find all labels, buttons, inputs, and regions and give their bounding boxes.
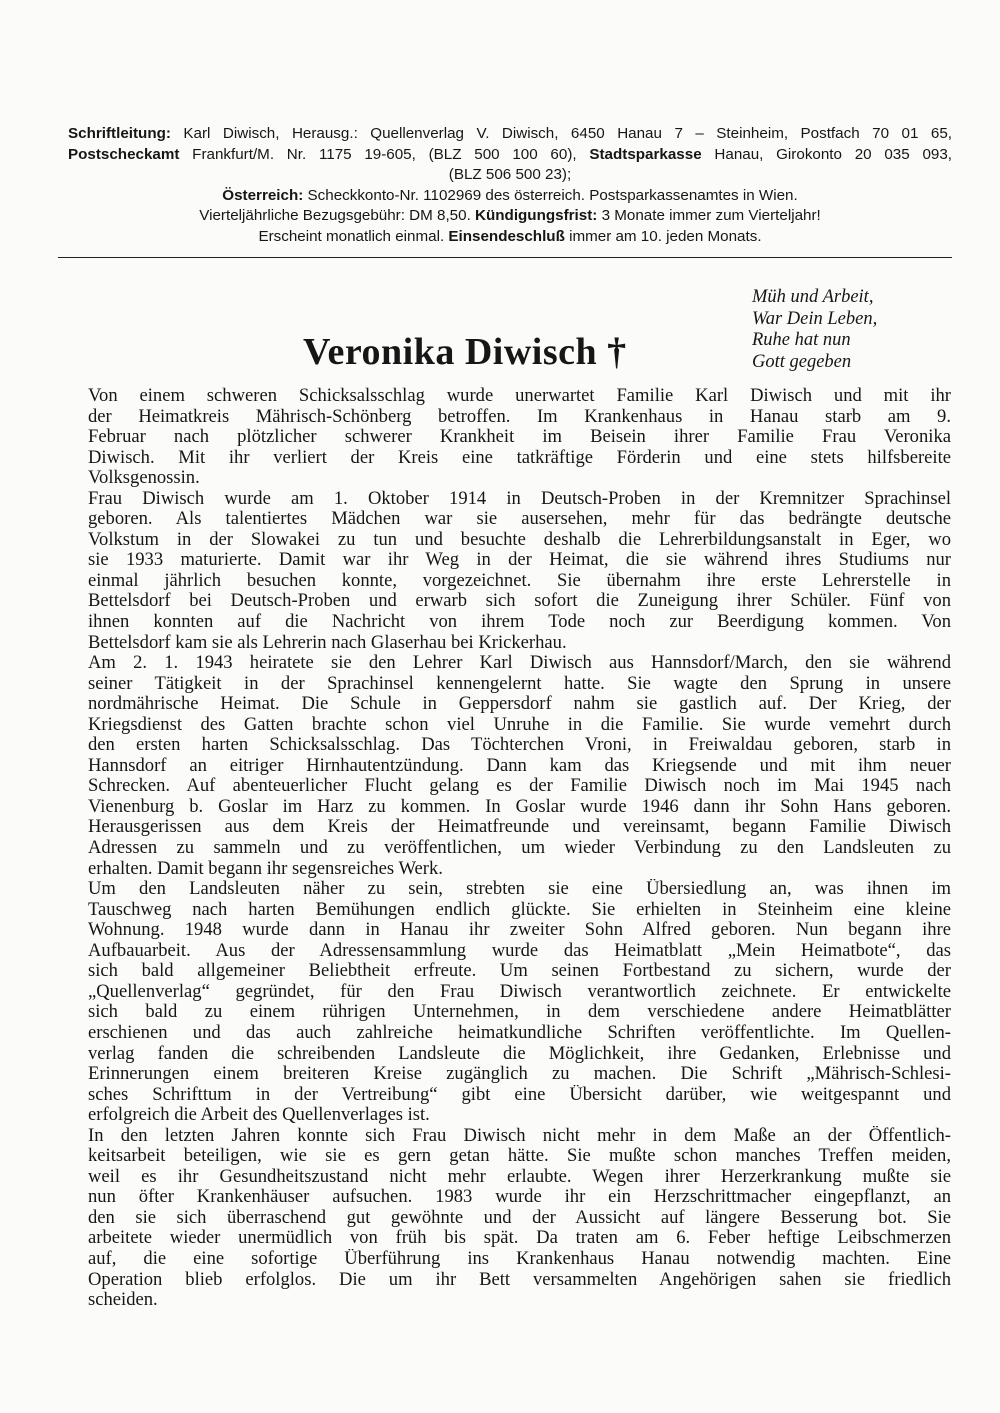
imprint-label: Postscheckamt: [68, 145, 180, 163]
body-line: den sie sich überraschend gut gewöhnte und der Aussicht auf längere Besserung bot. Sie: [88, 1207, 951, 1228]
memorial-verse: [752, 287, 877, 373]
imprint-text: Karl Diwisch, Herausg.: Quellenverlag V. Diwisch, 6450 Hanau 7 – Steinheim, Postfach 70 01 65,: [170, 125, 952, 142]
body-line: nordmährische Heimat. Die Schule in Geppersdorf nahm sie gastlich auf. Der Krieg, der: [88, 694, 951, 715]
body-line: keitsarbeit beteiligen, wie sie es gern getan hätte. Sie mußte schon manches Treffen meiden,: [88, 1146, 951, 1167]
body-line: In den letzten Jahren konnte sich Frau Diwisch nicht mehr in dem Maße an der Öffentlich-: [88, 1125, 951, 1146]
body-line: erhalten. Damit begann ihr segensreiches Werk.: [88, 858, 443, 879]
imprint-line: [68, 205, 952, 226]
body-line: Vienenburg b. Goslar im Harz zu kommen. In Goslar wurde 1946 dann ihr Sohn Hans geboren.: [88, 796, 951, 817]
body-line: Tauschweg nach harten Bemühungen endlich glückte. Sie erhielten in Steinheim eine kleine: [88, 899, 951, 920]
body-line: Von einem schweren Schicksalsschlag wurde unerwartet Familie Karl Diwisch und mit ihr: [88, 386, 951, 406]
imprint-line: [68, 185, 952, 206]
body-line: Bettelsdorf kam sie als Lehrerin nach Glaserhau bei Krickerhau.: [88, 632, 567, 653]
imprint-text: Erscheint monatlich einmal.: [258, 227, 449, 245]
imprint-label: Kündigungsfrist:: [475, 207, 598, 224]
body-line: den ersten harten Schicksalsschlag. Das Töchterchen Vroni, in Freiwaldau geboren, starb in: [88, 735, 951, 756]
body-line: „Quellenverlag“ gegründet, für den Frau Diwisch verantwortlich zeichnete. Er entwickelte: [88, 981, 951, 1002]
imprint-label: Stadtsparkasse: [589, 145, 702, 163]
body-line: nun öfter Krankenhäuser aufsuchen. 1983 wurde ihr ein Herzschrittmacher eingepflanzt, an: [88, 1187, 951, 1208]
imprint-label: Österreich:: [222, 186, 304, 204]
obituary-title: Veronika Diwisch †: [303, 331, 627, 373]
imprint-label: Einsendeschluß: [448, 227, 565, 245]
body-line: Hannsdorf an eitriger Hirnhautentzündung. Dann kam das Kriegsende und mit ihm neuer: [88, 755, 951, 776]
verse-line: Gott gegeben: [752, 351, 852, 372]
body-line: geboren. Als talentiertes Mädchen war sie ausersehen, mehr für das bedrängte deutsche: [88, 509, 951, 530]
body-line: sches Schrifttum in der Vertreibung“ gibt eine Übersicht darüber, wie weitgespannt und: [88, 1084, 951, 1105]
imprint-text: Frankfurt/M. Nr. 1175 19-605, (BLZ 500 100 60),: [179, 145, 590, 163]
body-line: Februar nach plötzlicher schwerer Krankheit im Beisein ihrer Familie Frau Veronika: [88, 427, 951, 448]
imprint-text: Hanau, Girokonto 20 035 093,: [701, 145, 952, 163]
body-line: sich bald allgemeiner Beliebtheit erfreute. Um seinen Fortbestand zu sichern, wurde der: [88, 961, 951, 982]
imprint-line: [68, 123, 952, 144]
verse-line: Müh und Arbeit,: [752, 287, 874, 307]
body-line: Erinnerungen einem breiteren Kreise zugänglich zu machen. Die Schrift „Mährisch-Schlesi-: [88, 1064, 951, 1085]
imprint-label: Schriftleitung:: [68, 125, 171, 142]
body-line: Herausgerissen aus dem Kreis der Heimatfreunde und vereinsamt, begann Familie Diwisch: [88, 817, 951, 838]
body-line: seiner Tätigkeit in der Sprachinsel kennengelernt hatte. Sie wagte den Sprung in unsere: [88, 673, 951, 694]
body-line: einmal jährlich besuchen konnte, vorgezeichnet. Sie übernahm ihre erste Lehrerstelle in: [88, 570, 951, 591]
body-line: erfolgreich die Arbeit des Quellenverlages ist.: [88, 1105, 430, 1126]
masthead-imprint: [68, 123, 952, 246]
header-divider: [58, 257, 952, 258]
verse-line: Ruhe hat nun: [752, 330, 851, 350]
imprint-text: 3 Monate immer zum Vierteljahr!: [597, 207, 821, 224]
body-line: Schrecken. Auf abenteuerlicher Flucht gelang es der Familie Diwisch noch im Mai 1945 nach: [88, 776, 951, 797]
imprint-text: Vierteljährliche Bezugsgebühr: DM 8,50.: [199, 207, 476, 224]
body-line: der Heimatkreis Mährisch-Schönberg betroffen. Im Krankenhaus in Hanau starb am 9.: [88, 406, 951, 427]
body-line: Wohnung. 1948 wurde dann in Hanau ihr zweiter Sohn Alfred geboren. Nun begann ihre: [88, 920, 951, 941]
body-line: sie 1933 maturierte. Damit war ihr Weg in der Heimat, die sie während ihres Studiums nur: [88, 550, 951, 571]
body-line: auf, die eine sofortige Überführung ins Krankenhaus Hanau notwendig machten. Eine: [88, 1248, 951, 1269]
body-line: Diwisch. Mit ihr verliert der Kreis eine tatkräftige Förderin und eine stets hilfsbereite: [88, 447, 951, 468]
imprint-line: [68, 226, 952, 247]
imprint-text: (BLZ 506 500 23);: [448, 166, 572, 183]
body-line: Frau Diwisch wurde am 1. Oktober 1914 in Deutsch-Proben in der Kremnitzer Sprachinsel: [88, 488, 951, 509]
imprint-text: Scheckkonto-Nr. 1102969 des österreich. Postsparkassenamtes in Wien.: [303, 186, 798, 204]
body-line: verlag fanden die schreibenden Landsleute die Möglichkeit, ihre Gedanken, Erlebnisse und: [88, 1043, 951, 1064]
body-line: Volkstum in der Slowakei zu tun und besuchte deshalb die Lehrerbildungsanstalt in Eger, wo: [88, 529, 951, 550]
body-line: Am 2. 1. 1943 heiratete sie den Lehrer Karl Diwisch aus Hannsdorf/March, den sie während: [88, 653, 951, 674]
body-line: sich bald zu einem rührigen Unternehmen, in dem verschiedene andere Heimatblätter: [88, 1002, 951, 1023]
imprint-text: immer am 10. jeden Monats.: [564, 227, 762, 245]
body-line: arbeitete wieder unermüdlich von früh bis spät. Da traten am 6. Feber heftige Leibschmerzen: [88, 1228, 951, 1249]
body-line: erschienen und das auch zahlreiche heimatkundliche Schriften veröffentlichte. Im Quellen-: [88, 1022, 951, 1043]
body-line: Volksgenossin.: [88, 468, 200, 489]
body-line: Operation blieb erfolglos. Die um ihr Bett versammelten Angehörigen sahen sie friedlich: [88, 1269, 951, 1290]
body-line: weil es ihr Gesundheitszustand nicht mehr erlaubte. Wegen ihrer Herzerkrankung mußte sie: [88, 1166, 951, 1187]
body-line: Kriegsdienst des Gatten brachte schon viel Unruhe in die Familie. Sie wurde vemehrt durch: [88, 714, 951, 735]
body-line: ihnen konnten auf die Nachricht von ihrem Tode noch zur Beerdigung kommen. Von: [88, 612, 951, 633]
body-line: Aufbauarbeit. Aus der Adressensammlung wurde das Heimatblatt „Mein Heimatbote“, das: [88, 940, 951, 961]
imprint-line: [68, 144, 952, 165]
body-line: scheiden.: [88, 1290, 158, 1311]
body-line: Um den Landsleuten näher zu sein, strebten sie eine Übersiedlung an, was ihnen im: [88, 879, 951, 900]
verse-line: War Dein Leben,: [752, 308, 878, 329]
obituary-body: [88, 386, 951, 1311]
body-line: Bettelsdorf bei Deutsch-Proben und erwarb sich sofort die Zuneigung ihrer Schüler. Fünf von: [88, 591, 951, 612]
imprint-line: [68, 164, 952, 185]
body-line: Adressen zu sammeln und zu veröffentlichen, um wieder Verbindung zu den Landsleuten zu: [88, 838, 951, 859]
